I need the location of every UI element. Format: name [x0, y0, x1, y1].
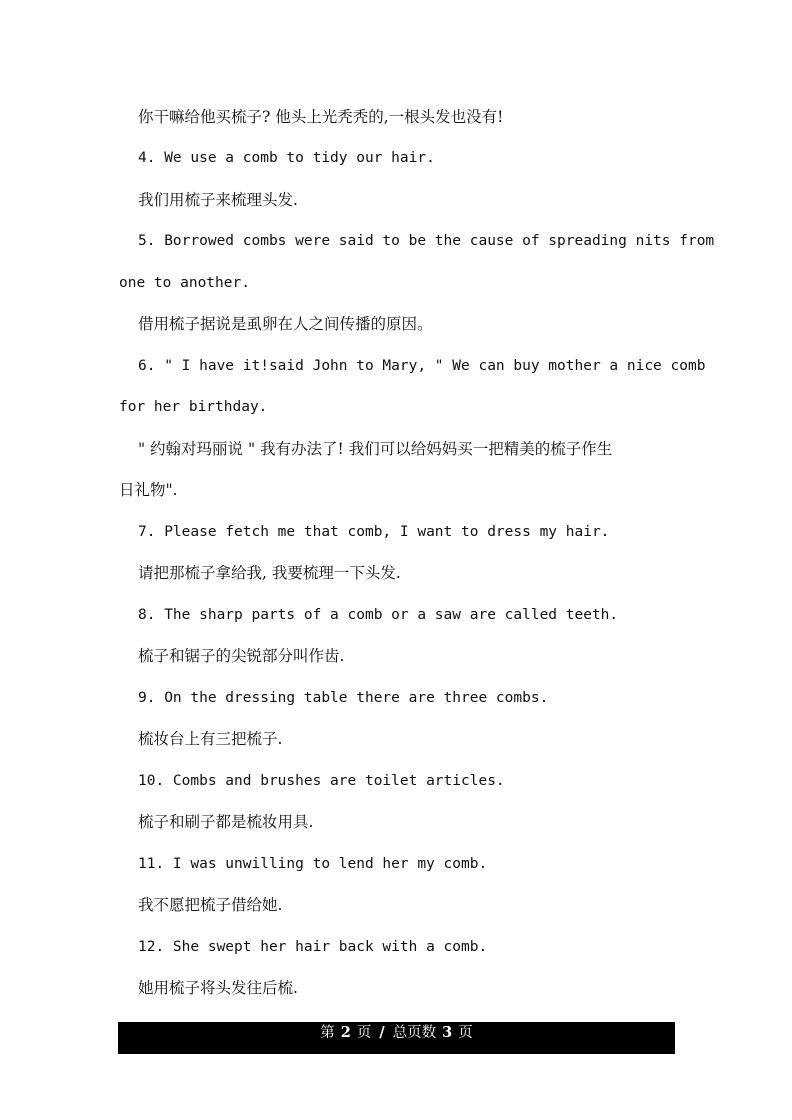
total-pages-label: 总页数 — [392, 1025, 437, 1041]
page-label-prefix: 第 — [320, 1025, 335, 1041]
text-line: 我们用梳子来梳理头发. — [138, 191, 298, 209]
page-label-suffix: 页 — [356, 1025, 372, 1041]
text-line: 6. " I have it!said John to Mary, " We can buy mother a nice comb — [138, 358, 706, 374]
text-line: 你干嘛给他买梳子? 他头上光秃秃的,一根头发也没有! — [138, 108, 504, 126]
text-line: 9. On the dressing table there are three combs. — [138, 690, 549, 706]
text-line: 梳妆台上有三把梳子. — [138, 730, 283, 748]
text-line: 梳子和锯子的尖锐部分叫作齿. — [138, 647, 345, 665]
page-number: 2 — [340, 1024, 351, 1041]
footer-separator: / — [379, 1024, 385, 1041]
text-line: for her birthday. — [119, 399, 268, 415]
text-line: 7. Please fetch me that comb, I want to dress my hair. — [138, 524, 610, 540]
text-line: 我不愿把梳子借给她. — [138, 896, 283, 914]
text-line: one to another. — [119, 275, 250, 291]
text-line: " 约翰对玛丽说 " 我有办法了! 我们可以给妈妈买一把精美的梳子作生 — [138, 440, 613, 458]
text-line: 10. Combs and brushes are toilet articles. — [138, 773, 505, 789]
text-line: 她用梳子将头发往后梳. — [138, 979, 298, 997]
page-footer — [118, 1022, 675, 1054]
text-line: 梳子和刷子都是梳妆用具. — [138, 813, 314, 831]
text-line: 11. I was unwilling to lend her my comb. — [138, 856, 488, 872]
text-line: 请把那梳子拿给我, 我要梳理一下头发. — [138, 564, 401, 582]
text-line: 8. The sharp parts of a comb or a saw are called teeth. — [138, 607, 619, 623]
total-pages-suffix: 页 — [458, 1025, 473, 1041]
text-line: 12. She swept her hair back with a comb. — [138, 939, 488, 955]
total-pages-number: 3 — [442, 1024, 453, 1041]
text-line: 借用梳子据说是虱卵在人之间传播的原因。 — [138, 315, 433, 333]
text-line: 日礼物". — [119, 481, 178, 499]
text-line: 5. Borrowed combs were said to be the cause of spreading nits from — [138, 233, 715, 249]
text-line: 4. We use a comb to tidy our hair. — [138, 150, 435, 166]
